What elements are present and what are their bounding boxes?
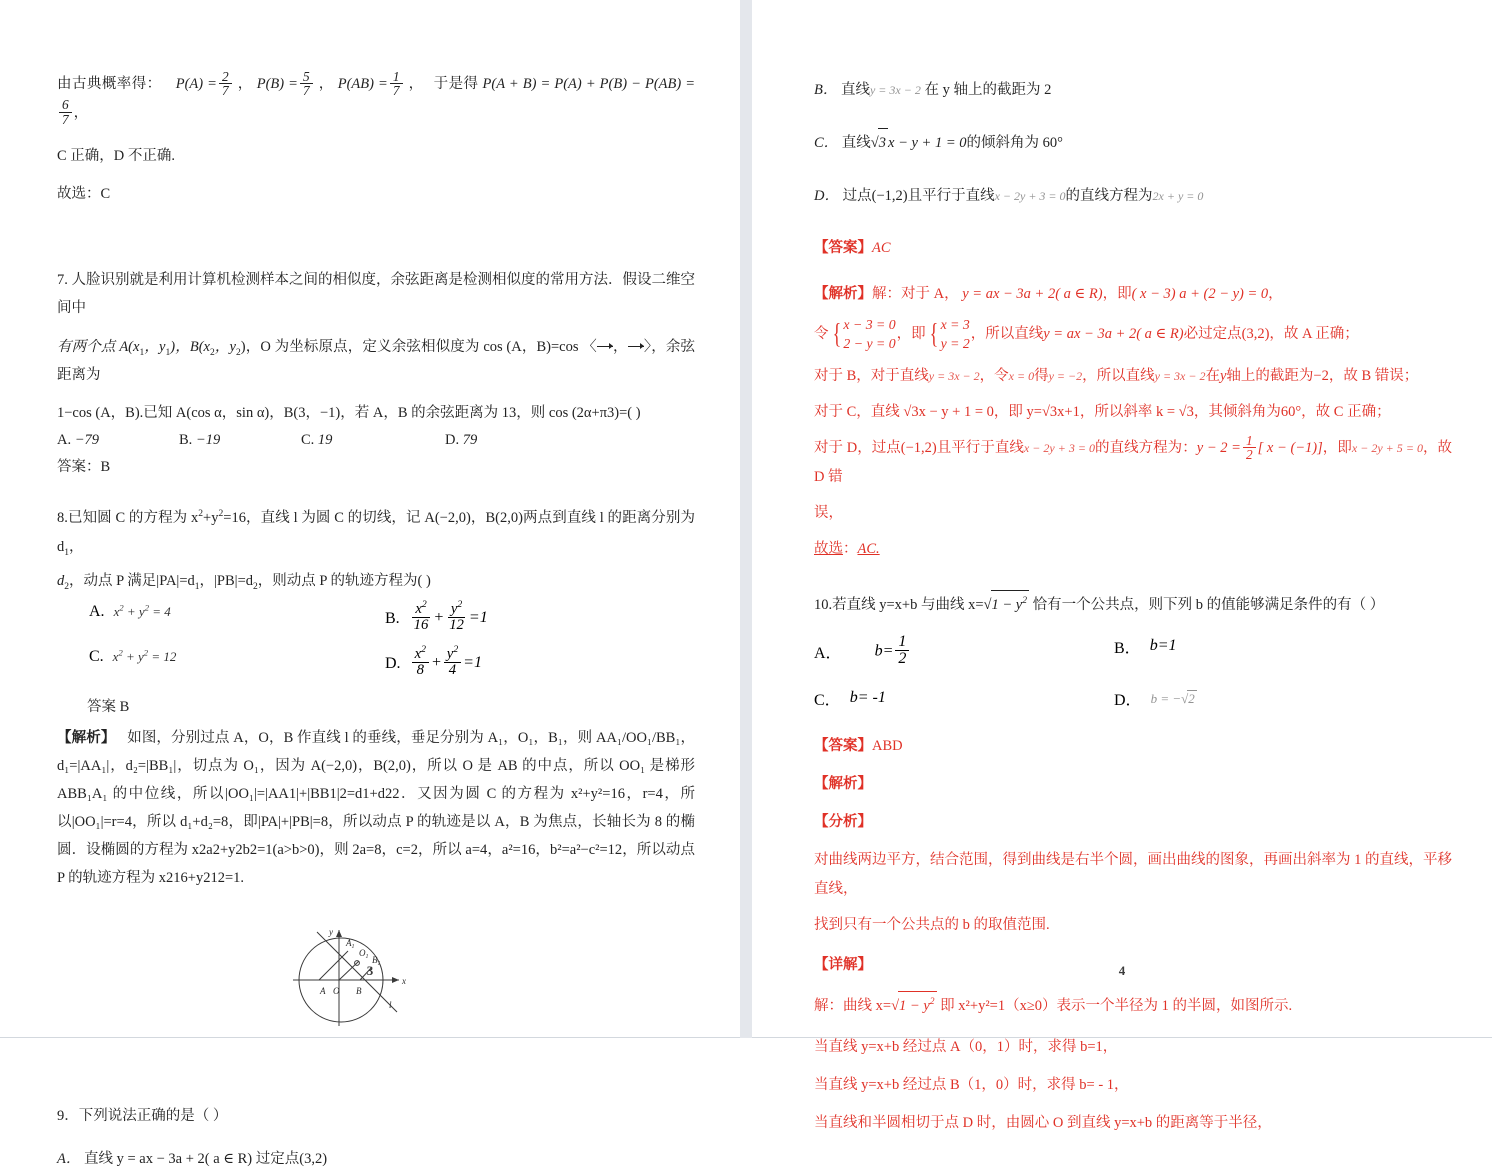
q9-option-c-math: √3 x − y + 1 = 0: [871, 135, 967, 151]
q8-solution-text: 如图，分别过点 A，O，B 作直线 l 的垂线，垂足分别为 A₁，O₁，B₁，则 AA₁/OO₁/BB₁，d₁=|AA₁|，d₂=|BB₁|，切点为 O₁，因为 A(−2,0)，B(2,0)，所以 O 是 AB 的中点，所以 OO₁ 是梯形 ABB₁A₁ 的中位线，所以|OO₁|=|AA1|+|BB1|2=d1+d22．又因为圆 C 的方程为 x²+y²=16，r=4，所以|OO₁|=r=4，所以 d₁+d₂=8，即|PA|+|PB|=8，所以动点 P 的轨迹是以 A，B 为焦点，长轴长为 8 的椭圆．设椭圆的方程为 x2a2+y2b2=1(a>b>0)，则 2a=8，c=2，所以 a=4，a²=16，b²=a²−c²=12，所以动点 P 的轨迹方程为 x216+y212=1.: [57, 730, 696, 886]
q9-sol-math-2: ( x − 3) a + (2 − y) = 0: [1131, 286, 1269, 303]
q9-option-d: D． 过点(−1,2)且平行于直线x − 2y + 3 = 0的直线方程为2x + y = 0: [814, 187, 1204, 204]
q10-option-d: D． b = −√2: [1114, 690, 1195, 709]
q9-answer-line: [814, 234, 1452, 262]
q9-option-a-text: 直线 y = ax − 3a + 2( a ∈ R) 过定点(3,2): [83, 1150, 328, 1167]
then-label: 于是得: [433, 76, 479, 92]
figure-line-label: l: [389, 1000, 392, 1011]
q7-option-b: B. −19: [179, 432, 221, 449]
page-number-left: 3: [366, 963, 374, 978]
q9-solution-line4: 对于 C，直线 √3x − y + 1 = 0，即 y=√3x+1，所以斜率 k = √3，其倾斜角为60°，故 C 正确；: [814, 403, 1391, 420]
q10-options-row2: [814, 687, 1452, 710]
pa-expr: P(A) = $\frac{2}{7}$: [176, 76, 238, 92]
q8-option-d-math: $\frac{x^2}{8}$ + $\frac{y^2}{4}$ =1: [410, 648, 482, 679]
q9-option-d-math2: 2x + y = 0: [1152, 188, 1204, 203]
q10-answer-value: ABD: [872, 737, 903, 754]
page-right: [752, 0, 1492, 1132]
figure-point-a1: $A_1$: [346, 938, 355, 951]
q10-option-c: C． b= -1: [814, 689, 886, 709]
q10-option-b: B． b=1: [1114, 637, 1177, 657]
q10-fenxi-tag: 【分析】: [814, 814, 872, 831]
q10-option-b-math: b=1: [1149, 637, 1177, 655]
q9-answer-tag: 【答案】: [814, 239, 872, 256]
q8-stem-line2: $d_2$，动点 P 满足$|PA|=d_1$，$|PB|=d_2$，则动点 P 的轨迹方程为( ): [57, 572, 431, 592]
page-left: [0, 0, 740, 1167]
angle-bracket-open: 〈: [582, 338, 597, 355]
q9-answer-value: AC: [872, 239, 891, 256]
q10-xiangjie-line2: 当直线 y=x+b 经过点 A（0，1）时，求得 b=1，: [814, 1038, 1118, 1055]
q10-fenxi-line1: 对曲线两边平方，结合范围，得到曲线是右半个圆，画出曲线的图象，再画出斜率为 1 的直线，平移直线，: [814, 852, 1452, 897]
q9-option-d-math1: x − 2y + 3 = 0: [994, 188, 1066, 203]
sum-expr: P(A + B) = P(A) + P(B) − P(AB) = $\frac{6}{7}$: [57, 76, 695, 121]
page-right-content: [814, 76, 1452, 1147]
classical-probability-label: 由古典概率得：: [57, 76, 162, 92]
q7-options: [57, 429, 695, 452]
q7-option-c: C. 19: [301, 432, 333, 449]
q8-option-d: D. $\frac{x^2}{8}$ + $\frac{y^2}{4}$ =1: [385, 644, 482, 679]
q9-option-a: A． 直线 y = ax − 3a + 2( a ∈ R) 过定点(3,2): [57, 1150, 328, 1167]
q10-option-a: A． b= $\frac{1}{2}$: [814, 635, 1114, 669]
q9-solution-line5: 对于 D，过点(−1,2)且平行于直线x − 2y + 3 = 0的直线方程为：y − 2 = $\frac{1}{2}$ [ x − (−1)]，即x − 2y + 5 = 0，故 D 错: [814, 432, 1453, 485]
choose-line-c: 故选：C: [57, 185, 111, 202]
brace-system-2: { x = 3 y = 2: [929, 317, 970, 351]
q9-solution-line1: 【解析】解：对于 A， y = ax − 3a + 2( a ∈ R)，即( x − 3) a + (2 − y) = 0，: [814, 286, 1283, 303]
brace-system-1: { x − 3 = 0 2 − y = 0: [832, 317, 896, 351]
q10-xiangjie-sqrt: $√1 - y^2$: [891, 998, 936, 1014]
q8-options-row2: [89, 644, 695, 679]
q8-option-b: B. $\frac{x^2}{16}$ + $\frac{y^2}{12}$ =1: [385, 599, 488, 634]
page-number-right: 4: [1118, 963, 1126, 978]
c-correct-line: C 正确，D 不正确.: [57, 147, 176, 164]
question-10: [814, 590, 1452, 1138]
q10-xiangjie-line1: 解：曲线 $x=√1 - y^2$ 即 x²+y²=1（x≥0）表示一个半径为 1 的半圆，如图所示.: [814, 991, 1452, 1020]
q9-solution-choose: 故选：AC.: [814, 541, 880, 558]
page-left-content: [57, 70, 695, 1175]
q7-option-a: A. −79: [57, 432, 100, 449]
q7-stem-line1: 7. 人脸识别就是利用计算机检测样本之间的相似度，余弦距离是检测相似度的常用方法．假设二维空间中: [57, 272, 695, 317]
q8-option-c-math: $x^2 + y^2 = 12$: [112, 647, 177, 665]
figure-point-o: O: [333, 986, 340, 997]
q10-answer-tag: 【答案】: [814, 737, 872, 754]
q9-solution-line3: 对于 B，对于直线y = 3x − 2，令x = 0得y = −2，所以直线y = 3x − 2在y轴上的截距为−2，故 B 错误；: [814, 367, 1419, 384]
q8-option-a-math: $x^2 + y^2 = 4$: [113, 602, 171, 620]
q10-xiangjie-line4: 当直线和半圆相切于点 D 时，由圆心 O 到直线 y=x+b 的距离等于半径，: [814, 1115, 1272, 1132]
q10-sqrt-expr: $√1 - y^2$: [984, 597, 1029, 613]
q7-option-d: D. 79: [445, 432, 478, 449]
q8-solution-tag: 【解析】: [57, 730, 116, 747]
pb-expr: P(B) = $\frac{5}{7}$: [257, 76, 319, 92]
q9-option-b-math: y = 3x − 2: [869, 83, 921, 97]
figure-y-label: y: [329, 927, 333, 938]
figure-point-a: A: [320, 986, 326, 997]
y-axis-arrow: [336, 930, 342, 937]
question-7: [57, 266, 695, 478]
question-8: [57, 504, 695, 1040]
q9-sol-frac-expr: y − 2 = $\frac{1}{2}$ [ x − (−1)]: [1196, 432, 1323, 463]
figure-x-label: x: [402, 976, 406, 987]
q9-option-c: C． 直线√3 x − y + 1 = 0的倾斜角为 60°: [814, 128, 1452, 157]
q8-option-c: C. $x^2 + y^2 = 12$: [89, 647, 177, 666]
q8-answer: 答案 B: [87, 699, 130, 716]
figure-point-b: B: [356, 986, 362, 997]
q8-stem-line1: 8.已知圆 C 的方程为 $x^2+y^2=16$，直线 l 为圆 C 的切线，记 A(−2,0)，B(2,0)两点到直线 l 的距离分别为 $d_1$，: [57, 508, 695, 558]
q10-answer-line: [814, 732, 1452, 760]
pab-expr: P(AB) = $\frac{1}{7}$: [338, 76, 409, 92]
q10-xiangjie-line3: 当直线 y=x+b 经过点 B（1，0）时，求得 b= - 1，: [814, 1076, 1129, 1093]
page-gutter-divider: [740, 0, 752, 1038]
q8-options-row1: [89, 599, 695, 634]
q7-stem-line3: 1−cos (A，B).已知 A(cos α，sin α)，B(3，−1)，若 A，B 的余弦距离为 13，则 cos (2α+π3)=( ): [57, 405, 641, 422]
q10-option-d-math: b = −√2: [1150, 690, 1195, 706]
q10-option-a-math: b= $\frac{1}{2}$: [875, 635, 912, 669]
q10-options-row1: [814, 632, 1452, 669]
q9-sol-math-3: y = ax − 3a + 2( a ∈ R): [1043, 326, 1184, 343]
q9-solution-line6: 误，: [814, 505, 843, 522]
q10-xiangjie-tag: 【详解】: [814, 957, 872, 974]
q10-jiexi-tag: 【解析】: [814, 775, 872, 792]
classical-probability-line: 由古典概率得： P(A) = $\frac{2}{7}$ ， P(B) = $\frac{5}{7}$ ， P(AB) = $\frac{1}{7}$ ， 于是得 P(A + B) = P(A) + P(B) − P(AB) = $\frac{6}{7}$ ，: [57, 68, 696, 127]
q10-fenxi-line2: 找到只有一个公共点的 b 的取值范围.: [814, 916, 1050, 933]
q9-option-b: B． 直线y = 3x − 2 在 y 轴上的截距为 2: [814, 82, 1052, 98]
q8-solution: [57, 725, 695, 892]
q10-stem: 10.若直线 y=x+b 与曲线 $x=√1 - y^2$ 恰有一个公共点，则下列 b 的值能够满足条件的有（ ）: [814, 590, 1452, 619]
q7-answer: 答案：B: [57, 458, 111, 475]
q9-sol-math-1: y = ax − 3a + 2( a ∈ R): [962, 286, 1103, 303]
q9-stem: 9．下列说法正确的是（ ）: [57, 1108, 228, 1125]
figure-point-b1: $B_1$: [372, 955, 381, 968]
q10-option-c-math: b= -1: [849, 689, 886, 707]
q8-option-b-math: $\frac{x^2}{16}$ + $\frac{y^2}{12}$ =1: [413, 599, 488, 634]
q8-option-a: A. $x^2 + y^2 = 4$: [89, 602, 171, 621]
figure-point-o1: $O_1$: [359, 948, 369, 961]
q7-stem-line2: 有两个点 $A(x_1$，$y_1$)，$B(x_2$，$y_2$)，O 为坐标原点，定义余弦相似度为 cos (A，B)=cos 〈 ， 〉，余弦距离为: [57, 338, 696, 383]
question-9: [57, 1102, 695, 1173]
q9-solution-line2: 令 { x − 3 = 0 2 − y = 0 ，即 { x = 3 y = 2 ，所以直线y = ax − 3a + 2( a ∈ R)必过定点(3,2)，故 A 正确；: [814, 316, 1452, 353]
q9-solution-tag: 【解析】: [814, 286, 872, 303]
